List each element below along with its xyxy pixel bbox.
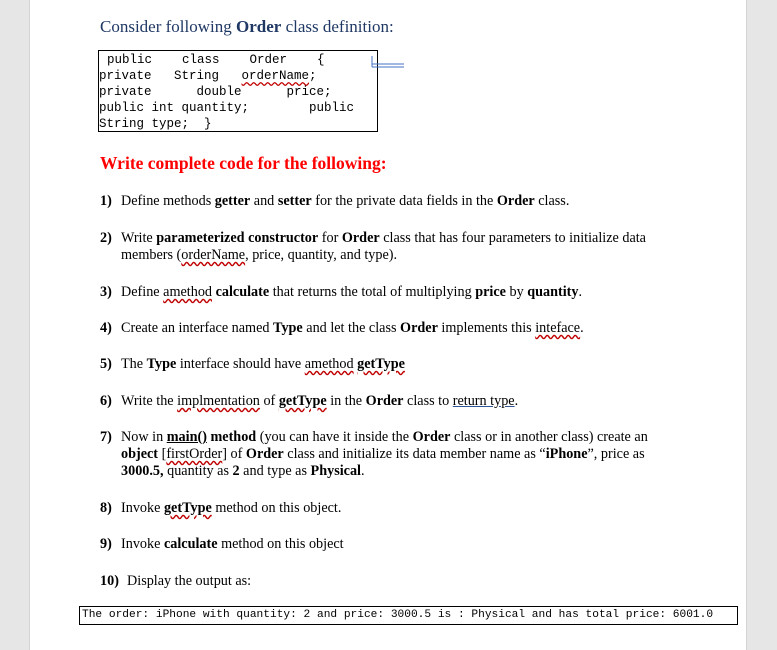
code-line-4: public int quantity; public <box>99 101 355 115</box>
list-item: 7) Now in main() method (you can have it inside the Order class or in another class) create an object [firstOrder] of Order class and initialize its data member name as “iPhone”, price as 3000.5, quantity as 2 and type as Physical. <box>100 429 648 479</box>
code-line-5: String type; } <box>99 117 212 131</box>
code-line-2: private String orderName; <box>99 69 317 83</box>
page-heading <box>100 17 394 37</box>
class-definition-code-box <box>98 50 378 132</box>
code-line-1: public class Order { <box>107 53 325 67</box>
list-item: 2) Write parameterized constructor for Order class that has four parameters to initialize data members (orderName, price, quantity, and type). <box>100 230 646 263</box>
heading-suffix: class definition: <box>281 17 394 36</box>
document-page: Consider following Order class definition: public class Order { private String orderName; private double price; public int quantity; public String type; } Write complete code for the following: 1) Define methods getter and setter for the private data fields in the Order class. 2) Write parameterized constructor for Order class that has four parameters to initialize data members (orderName, price, quantity, and type). 3) Define amethod calculate that returns the total of multiplying price by quantity. 4) Create an interface named Type and let the class Order implements this inteface. 5) The Type interface should have amethod getType 6) Write the implmentation of getType in the Order class to return type. 7) Now in main() method (you can have it inside the Order class or in another class) create an object [firstOrder] of Order class and initialize its data member name as “iPhone”, price as 3000.5, quantity as 2 and type as Physical. 8) Invoke getType method on this object. 9) Invoke calculate method on this object 10) Display the output as: The order: iPhone with quantity: 2 and price: 3000.5 is : Physical and has total price: 6001.0 <box>30 0 746 650</box>
heading-text: Consider following <box>100 17 236 36</box>
expected-output-box: The order: iPhone with quantity: 2 and price: 3000.5 is : Physical and has total price: 6001.0 <box>79 606 738 625</box>
text-boundary-mark <box>370 54 404 68</box>
task-title: Write complete code for the following: <box>100 153 387 173</box>
heading-bold: Order <box>236 17 282 36</box>
code-line-3: private double price; <box>99 85 332 99</box>
